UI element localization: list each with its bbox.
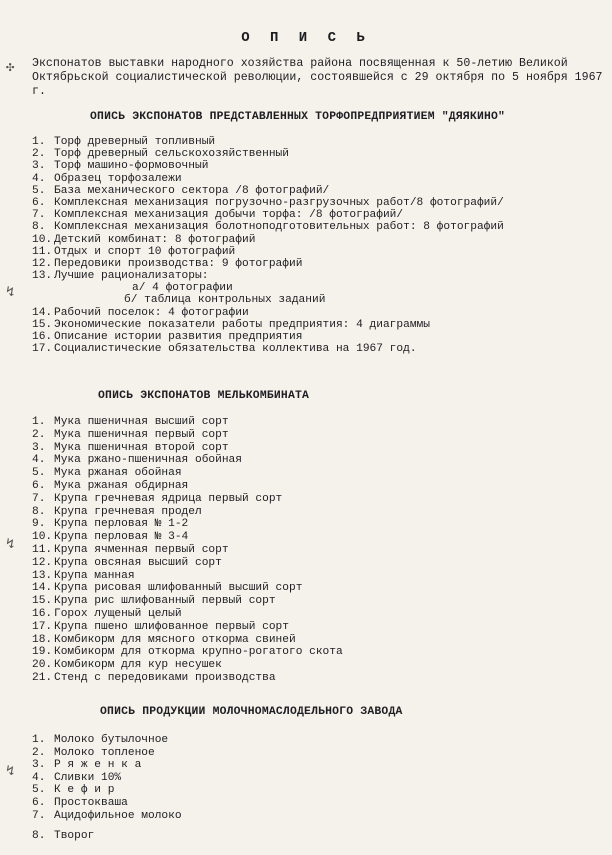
list-item (32, 148, 504, 160)
item-text: Крупа гречневая продел (54, 505, 202, 518)
list-item (32, 416, 343, 429)
item-text: Комбикорм для мясного откорма свиней (54, 633, 296, 646)
item-number: 13. (32, 270, 53, 283)
item-number: 17. (32, 620, 53, 633)
item-number: 2. (32, 746, 46, 759)
item-number: 18. (32, 633, 53, 646)
item-text: Мука ржаная обдирная (54, 479, 189, 492)
list-item (32, 454, 343, 467)
item-number: 5. (32, 467, 46, 480)
item-number: 11. (32, 245, 53, 258)
item-number: 15. (32, 595, 53, 608)
item-text: Торф древерный сельскохозяйственный (54, 148, 289, 161)
list-item (32, 582, 343, 595)
item-text: Торф древерный топливный (54, 136, 216, 148)
list-item (32, 173, 504, 185)
list-item (32, 234, 504, 246)
list-item (32, 197, 504, 209)
list-item (32, 544, 343, 557)
list-item (32, 672, 343, 685)
item-number: 8. (32, 505, 46, 518)
list-item (32, 221, 504, 233)
item-text: Стенд с передовиками производства (54, 671, 276, 684)
list-item (32, 185, 504, 197)
item-number: 10. (32, 531, 53, 544)
item-text: Крупа перловая № 1-2 (54, 518, 189, 531)
item-text: Крупа рисовая шлифованный высший сорт (54, 582, 303, 595)
item-text: Экономические показатели работы предприятия: 4 диаграммы (54, 318, 430, 331)
item-number: 5. (32, 184, 46, 197)
item-number: 1. (32, 734, 46, 746)
item-number: 4. (32, 454, 46, 467)
list-item (32, 797, 182, 810)
item-text: К е ф и р (54, 784, 115, 797)
item-number: 11. (32, 543, 53, 556)
item-text: Крупа ячменная первый сорт (54, 543, 229, 556)
item-text: Торф машино-формовочный (54, 160, 209, 173)
list-item (32, 595, 343, 608)
item-text: Мука пшеничная высший сорт (54, 416, 229, 428)
item-text: Лучшие рационализаторы: (54, 270, 209, 283)
item-number: 4. (32, 172, 46, 185)
item-text: Комплексная механизация погрузочно-разгрузочных работ/8 фотографий/ (54, 196, 504, 209)
item-number: 9. (32, 518, 46, 531)
margin-mark: ✣ (6, 60, 15, 76)
item-number: 3. (32, 160, 46, 173)
list-item (32, 319, 504, 331)
item-number: 7. (32, 492, 46, 505)
item-text: Мука пшеничная первый сорт (54, 428, 229, 441)
item-number: 16. (32, 331, 53, 343)
item-number: 12. (32, 556, 53, 569)
list-item (32, 493, 343, 506)
item-number: 2. (32, 148, 46, 161)
item-text: Описание истории развития предприятия (54, 331, 303, 343)
item-text: Комбикорм для кур несушек (54, 659, 222, 672)
item-text: Детский комбинат: 8 фотографий (54, 233, 256, 246)
item-text: Крупа манная (54, 569, 135, 582)
mill-exhibit-list (32, 416, 343, 685)
item-text: Р я ж е н к а (54, 759, 142, 772)
item-text: База механического сектора /8 фотографий/ (54, 184, 330, 197)
item-number: 8. (32, 221, 46, 234)
list-item (32, 608, 343, 621)
item-text: Крупа пшено шлифованное первый сорт (54, 620, 289, 633)
item-text: Крупа овсяная высший сорт (54, 556, 222, 569)
list-item (32, 506, 343, 519)
item-number: 1. (32, 136, 46, 148)
item-number: 1. (32, 416, 46, 428)
list-item (32, 270, 504, 282)
list-item (32, 734, 182, 747)
list-item (32, 759, 182, 772)
list-item (32, 621, 343, 634)
item-number: 8. (32, 830, 46, 843)
item-text: б/ таблица контрольных заданий (124, 294, 326, 307)
section-heading-mill: ОПИСЬ ЭКСПОНАТОВ МЕЛЬКОМБИНАТА (98, 390, 310, 402)
item-number: 14. (32, 306, 53, 319)
list-item (32, 531, 343, 544)
item-number: 20. (32, 659, 53, 672)
dairy-product-list (32, 734, 182, 843)
item-text: Молоко топленое (54, 746, 155, 759)
item-number: 10. (32, 233, 53, 246)
document-title: О П И С Ь (241, 30, 371, 46)
list-item (32, 518, 343, 531)
item-text: Крупа перловая № 3-4 (54, 531, 189, 544)
list-item (32, 442, 343, 455)
list-item (32, 634, 343, 647)
item-number: 4. (32, 771, 46, 784)
item-text: Ацидофильное молоко (54, 809, 182, 822)
margin-mark: ↯ (6, 285, 15, 301)
item-number: 16. (32, 607, 53, 620)
item-text: Мука ржано-пшеничная обойная (54, 454, 242, 467)
item-number: 7. (32, 209, 46, 222)
item-text: а/ 4 фотографии (132, 282, 233, 295)
item-text: Социалистические обязательства коллектива на 1967 год. (54, 343, 417, 356)
list-item (32, 258, 504, 270)
item-text: Молоко бутылочное (54, 734, 169, 746)
list-item (32, 772, 182, 785)
item-text: Образец торфозалежи (54, 172, 182, 185)
list-item (32, 784, 182, 797)
list-item (32, 747, 182, 760)
item-text: Крупа гречневая ядрица первый сорт (54, 492, 283, 505)
item-text: Отдых и спорт 10 фотографий (54, 245, 236, 258)
document-intro: Экспонатов выставки народного хозяйства района посвященная к 50-летию Великой Октябрьской социалистической революции, состоявшейся с 29 октября по 5 ноября 1967 г. (32, 57, 603, 98)
item-number: 5. (32, 784, 46, 797)
list-item (32, 646, 343, 659)
list-item (32, 467, 343, 480)
list-item (32, 429, 343, 442)
list-item (32, 810, 182, 823)
item-number: 12. (32, 257, 53, 270)
list-item (32, 209, 504, 221)
item-text: Рабочий поселок: 4 фотографии (54, 306, 249, 319)
item-text: Простокваша (54, 796, 128, 809)
list-item (32, 307, 504, 319)
list-item (32, 557, 343, 570)
section-heading-peat: ОПИСЬ ЭКСПОНАТОВ ПРЕДСТАВЛЕННЫХ ТОРФОПРЕДПРИЯТИЕМ "ДЯЯКИНО" (90, 111, 506, 123)
margin-mark: ↯ (6, 537, 15, 553)
item-number: 15. (32, 318, 53, 331)
list-item (32, 331, 504, 343)
list-item (32, 659, 343, 672)
item-number: 2. (32, 428, 46, 441)
item-text: Сливки 10% (54, 771, 122, 784)
item-number: 6. (32, 479, 46, 492)
section-heading-dairy: ОПИСЬ ПРОДУКЦИИ МОЛОЧНОМАСЛОДЕЛЬНОГО ЗАВОДА (100, 706, 403, 718)
item-text: Мука пшеничная второй сорт (54, 441, 229, 454)
list-item (32, 160, 504, 172)
item-number: 17. (32, 343, 53, 356)
list-item (32, 246, 504, 258)
list-item (32, 294, 504, 306)
item-number: 3. (32, 759, 46, 772)
item-number: 6. (32, 796, 46, 809)
item-text: Мука ржаная обойная (54, 467, 182, 480)
item-text: Крупа рис шлифованный первый сорт (54, 595, 276, 608)
margin-mark: ↯ (6, 764, 15, 780)
item-number: 13. (32, 569, 53, 582)
item-text: Творог (54, 830, 95, 843)
item-text: Комбикорм для откорма крупно-рогатого скота (54, 646, 343, 659)
item-text: Комплексная механизация добычи торфа: /8 фотографий/ (54, 209, 404, 222)
item-text: Комплексная механизация болотноподготовительных работ: 8 фотографий (54, 221, 504, 234)
peat-exhibit-list (32, 136, 504, 355)
item-number: 3. (32, 441, 46, 454)
item-number: 14. (32, 582, 53, 595)
list-item (32, 570, 343, 583)
list-item (32, 136, 504, 148)
item-number: 19. (32, 646, 53, 659)
item-number: 6. (32, 196, 46, 209)
list-item (32, 830, 182, 843)
item-number: 21. (32, 671, 53, 684)
list-item (32, 343, 504, 355)
list-item (32, 480, 343, 493)
list-item (32, 282, 504, 294)
item-text: Горох лущеный целый (54, 607, 182, 620)
item-number: 7. (32, 809, 46, 822)
item-text: Передовики производства: 9 фотографий (54, 257, 303, 270)
